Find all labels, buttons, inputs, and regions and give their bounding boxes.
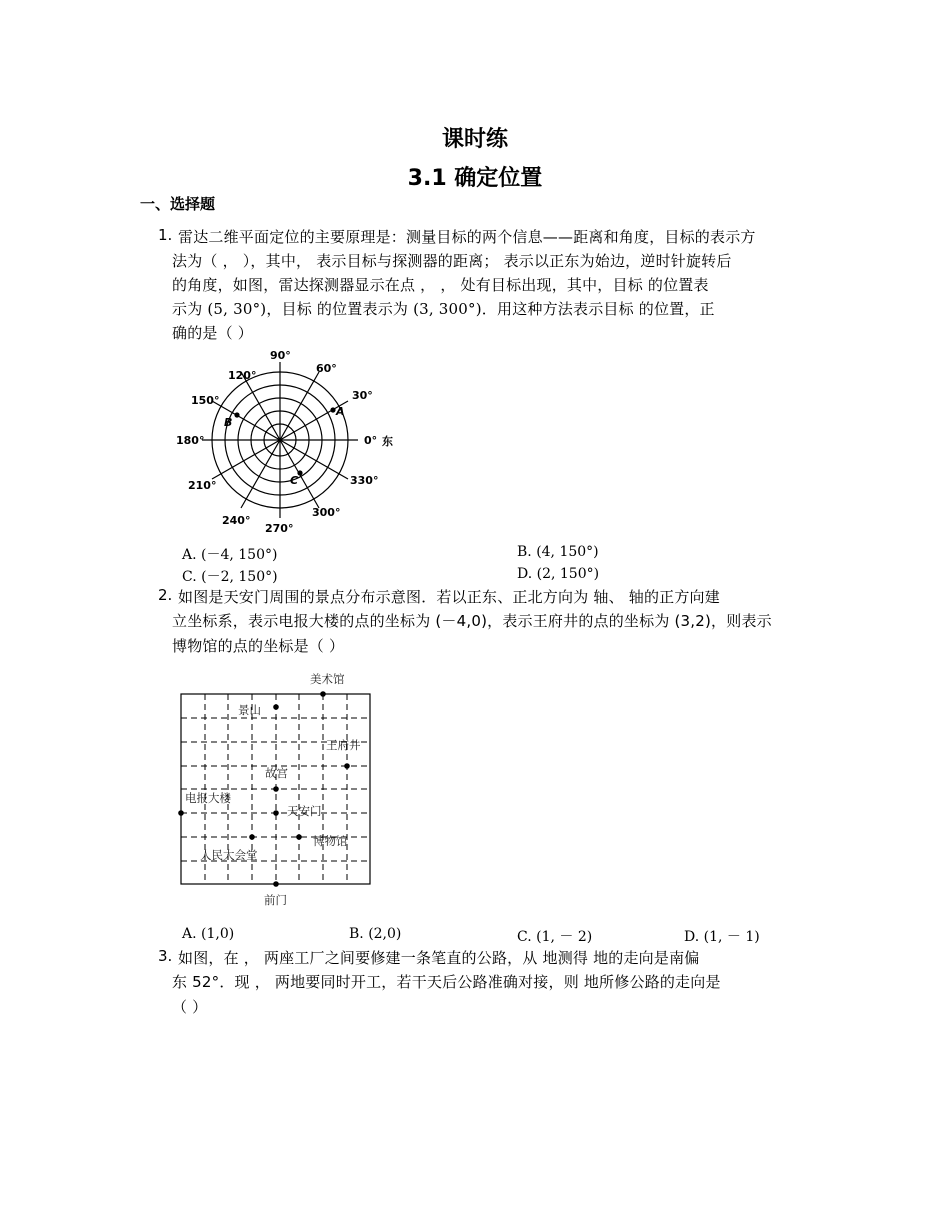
radar-label-east: 东 [382,435,393,448]
map-label-wangfujing: 王府井 [326,738,361,752]
question-1-number: 1. [158,226,173,244]
map-point-telegraph [178,810,184,816]
radar-label-90: 90° [270,349,291,362]
map-point-museum [296,834,302,840]
question-2-option-d[interactable]: D. (1, － 1) [684,929,760,945]
question-1-option-a[interactable]: A. (－4, 150°) [182,547,278,563]
page-subtitle: 3.1 确定位置 [407,166,543,191]
radar-label-0: 0° [364,434,378,447]
question-3-number: 3. [158,947,173,965]
radar-point-b-label: B [224,416,233,429]
question-1-line-1: 雷达二维平面定位的主要原理是：测量目标的两个信息——距离和角度，目标的表示方 [178,228,756,246]
question-2-number: 2. [158,586,173,604]
page-title: 课时练 [441,127,508,152]
question-2-option-a[interactable]: A. (1,0) [182,926,235,942]
map-label-qianmen: 前门 [264,893,287,907]
map-point-art-gallery [320,691,326,697]
map-label-telegraph: 电报大楼 [185,791,231,805]
question-2-option-c[interactable]: C. (1, － 2) [517,929,593,945]
radar-point-b [234,412,239,417]
question-3-line-1: 如图，在 ， 两座工厂之间要修建一条笔直的公路，从 地测得 地的走向是南偏 [178,949,700,967]
question-3-line-3: （ ） [172,998,208,1016]
radar-diagram [176,344,406,540]
landmark-map [170,668,390,912]
question-1-line-3: 的角度，如图，雷达探测器显示在点 ， ， 处有目标出现，其中，目标 的位置表 [172,276,709,294]
question-1-line-5: 确的是（ ） [172,324,253,342]
question-1-option-b[interactable]: B. (4, 150°) [517,544,599,560]
question-1-option-c[interactable]: C. (－2, 150°) [182,569,278,585]
map-label-tiananmen: 天安门 [287,804,322,818]
question-2-line-1: 如图是天安门周围的景点分布示意图．若以正东、正北方向为 轴、 轴的正方向建 [178,588,720,606]
map-point-wangfujing [344,763,350,769]
map-label-gugong: 故宫 [265,766,288,780]
section-heading: 一、选择题 [140,195,216,213]
radar-point-a [330,407,335,412]
map-label-museum: 博物馆 [313,834,348,848]
map-label-art-gallery: 美术馆 [310,672,345,686]
radar-label-60: 60° [316,362,337,375]
question-1-line-4: 示为 (5, 30°)，目标 的位置表示为 (3, 300°)．用这种方法表示目标 的位置，正 [172,300,715,318]
radar-label-180: 180° [176,434,205,447]
radar-point-a-label: A [336,405,345,418]
map-label-jingshan: 景山 [238,703,261,717]
question-2-option-b[interactable]: B. (2,0) [349,926,402,942]
radar-label-240: 240° [222,514,251,527]
map-point-great-hall [249,834,255,840]
question-2-line-3: 博物馆的点的坐标是（ ） [172,637,345,655]
radar-label-300: 300° [312,506,341,519]
radar-label-150: 150° [191,394,220,407]
question-1-line-2: 法为（ ， ），其中， 表示目标与探测器的距离； 表示以正东为始边，逆时针旋转后 [172,252,732,270]
map-point-jingshan [273,704,279,710]
question-3-line-2: 东 52°．现 ， 两地要同时开工，若干天后公路准确对接，则 地所修公路的走向是 [172,973,721,991]
map-point-qianmen [273,881,279,887]
question-1-option-d[interactable]: D. (2, 150°) [517,566,600,582]
question-2-line-2: 立坐标系，表示电报大楼的点的坐标为 (－4,0)，表示王府井的点的坐标为 (3,2)，则表示 [172,612,772,630]
radar-label-330: 330° [350,474,379,487]
map-label-great-hall: 人民大会堂 [200,848,258,862]
radar-point-c-label: C [290,474,299,487]
radar-label-120: 120° [228,369,257,382]
radar-label-210: 210° [188,479,217,492]
map-point-tiananmen [273,810,279,816]
radar-point-c [297,470,302,475]
radar-label-30: 30° [352,389,373,402]
radar-label-270: 270° [265,522,294,535]
map-point-gugong [273,786,279,792]
